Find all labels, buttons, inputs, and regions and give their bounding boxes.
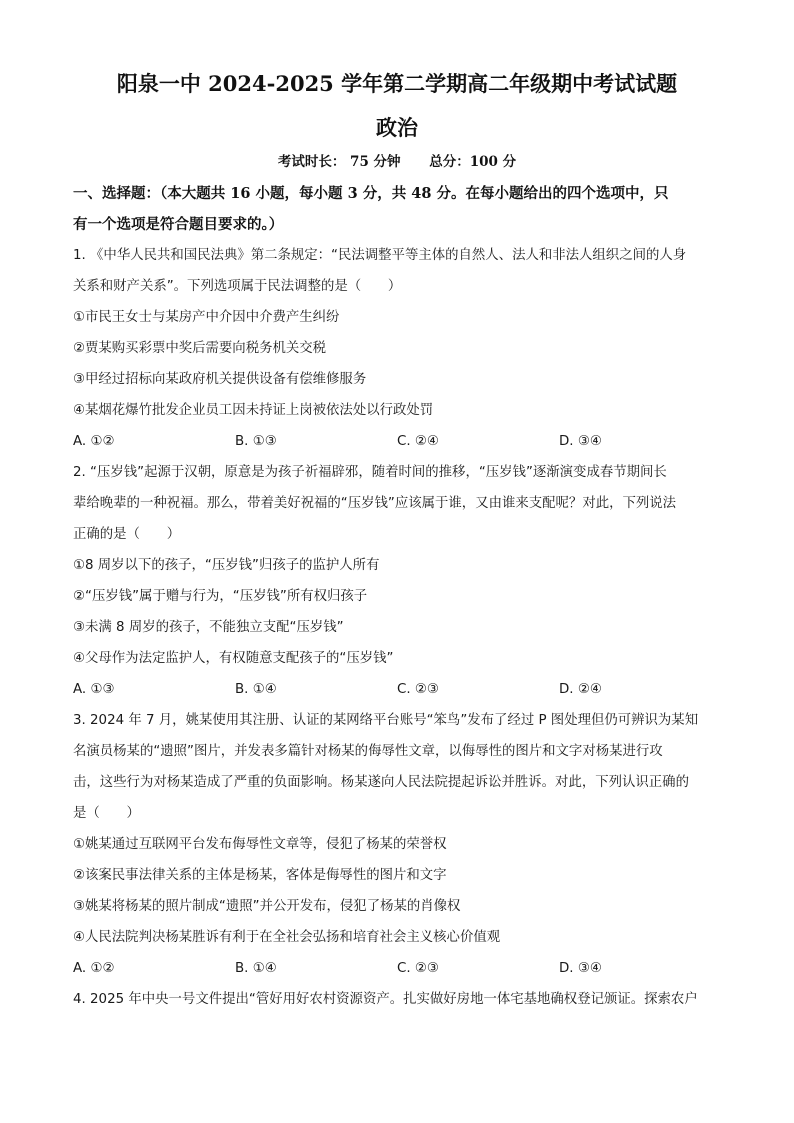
answer-options (73, 674, 723, 705)
exam-total-score: 总分：100 分 (429, 154, 517, 170)
option-c: C. ②③ (397, 682, 439, 697)
option-a: A. ①③ (73, 682, 115, 697)
question-text: 3. 2024 年 7 月，姚某使用其注册、认证的某网络平台账号“笨鸟”发布了经过 P 图处理但仍可辨识为某知 (73, 713, 699, 728)
option-b: B. ①④ (235, 961, 277, 976)
statement: ④人民法院判决杨某胜诉有利于在全社会弘扬和培育社会主义核心价值观 (73, 930, 501, 945)
question-text: 2. “压岁钱”起源于汉朝，原意是为孩子祈福辟邪，随着时间的推移，“压岁钱”逐渐演变成春节期间长 (73, 465, 667, 480)
question-text: 4. 2025 年中央一号文件提出“管好用好农村资源资产。扎实做好房地一体宅基地确权登记颁证。探索农户 (73, 992, 698, 1007)
statement: ④某烟花爆竹批发企业员工因未持证上岗被依法处以行政处罚 (73, 403, 434, 418)
question-list (73, 240, 723, 1015)
statement: ③未满 8 周岁的孩子，不能独立支配“压岁钱” (73, 620, 344, 635)
question-text: 是（ ） (73, 806, 140, 821)
statement: ③甲经过招标向某政府机关提供设备有偿维修服务 (73, 372, 367, 387)
section-heading (73, 178, 723, 240)
question-1 (73, 240, 723, 457)
option-a: A. ①② (73, 434, 115, 449)
section-heading-line: 有一个选项是符合题目要求的。） (73, 216, 284, 233)
option-d: D. ②④ (559, 682, 602, 697)
answer-options (73, 953, 723, 984)
answer-options (73, 426, 723, 457)
statement: ②该案民事法律关系的主体是杨某，客体是侮辱性的图片和文字 (73, 868, 447, 883)
option-b: B. ①③ (235, 434, 277, 449)
question-text: 击，这些行为对杨某造成了严重的负面影响。杨某遂向人民法院提起诉讼并胜诉。对此，下列认识正确的 (73, 775, 689, 790)
statement: ②贾某购买彩票中奖后需要向税务机关交税 (73, 341, 327, 356)
statement: ②“压岁钱”属于赠与行为，“压岁钱”所有权归孩子 (73, 589, 368, 604)
option-d: D. ③④ (559, 434, 602, 449)
option-d: D. ③④ (559, 961, 602, 976)
section-heading-line: 一、选择题：（本大题共 16 小题，每小题 3 分，共 48 分。在每小题给出的四个选项中，只 (73, 185, 669, 202)
option-c: C. ②④ (397, 434, 439, 449)
option-a: A. ①② (73, 961, 115, 976)
option-b: B. ①④ (235, 682, 277, 697)
exam-duration: 考试时长： 75 分钟 (277, 154, 401, 170)
exam-meta (0, 150, 794, 170)
question-2 (73, 457, 723, 705)
question-text: 关系和财产关系”。下列选项属于民法调整的是（ ） (73, 279, 402, 294)
question-text: 名演员杨某的“遗照”图片，并发表多篇针对杨某的侮辱性文章，以侮辱性的图片和文字对杨某进行攻 (73, 744, 663, 759)
statement: ④父母作为法定监护人，有权随意支配孩子的“压岁钱” (73, 651, 394, 666)
question-text: 1. 《中华人民共和国民法典》第二条规定：“民法调整平等主体的自然人、法人和非法人组织之间的人身 (73, 248, 687, 263)
statement: ①市民王女士与某房产中介因中介费产生纠纷 (73, 310, 340, 325)
question-text: 辈给晚辈的一种祝福。那么，带着美好祝福的“压岁钱”应该属于谁，又由谁来支配呢？对此，下列说法 (73, 496, 677, 511)
statement: ①8 周岁以下的孩子，“压岁钱”归孩子的监护人所有 (73, 558, 380, 573)
question-text: 正确的是（ ） (73, 527, 181, 542)
question-3 (73, 705, 723, 984)
statement: ①姚某通过互联网平台发布侮辱性文章等，侵犯了杨某的荣誉权 (73, 837, 447, 852)
statement: ③姚某将杨某的照片制成“遗照”并公开发布，侵犯了杨某的肖像权 (73, 899, 461, 914)
question-4 (73, 984, 723, 1015)
exam-title: 阳泉一中 2024-2025 学年第二学期高二年级期中考试试题 (116, 71, 678, 96)
option-c: C. ②③ (397, 961, 439, 976)
subject-title: 政治 (376, 115, 418, 140)
